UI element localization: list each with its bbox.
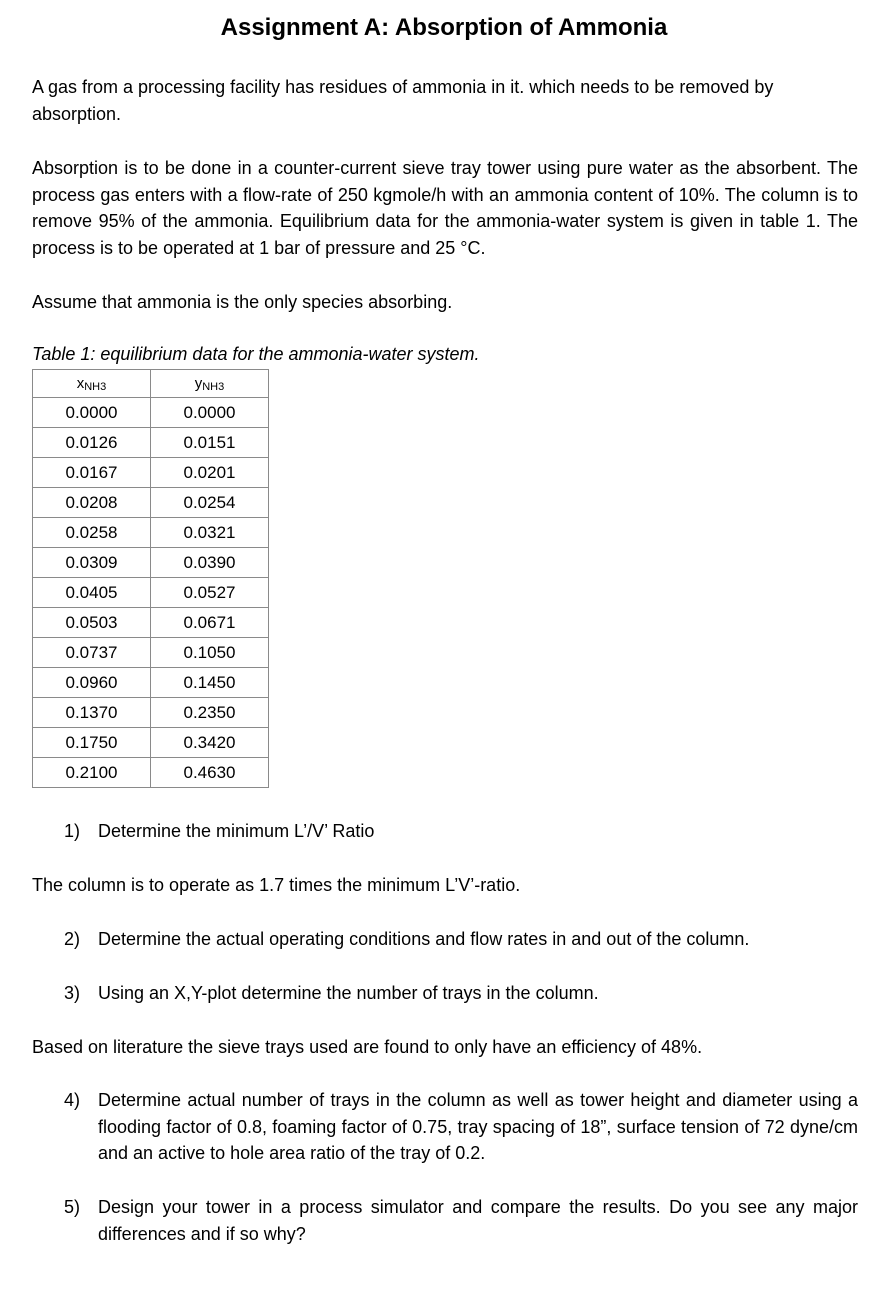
cell-x-nh3: 0.1370: [33, 698, 151, 728]
question-1: [64, 818, 858, 845]
cell-y-nh3: 0.0321: [151, 518, 269, 548]
cell-y-nh3: 0.1050: [151, 638, 269, 668]
cell-x-nh3: 0.0503: [33, 608, 151, 638]
cell-y-nh3: 0.0000: [151, 398, 269, 428]
table-row: [33, 518, 269, 548]
question-4-text: Determine actual number of trays in the column as well as tower height and diameter using a flooding factor of 0.8, foaming factor of 0.75, tray spacing of 18”, surface tension of 72 dyne/cm and an active to hole area ratio of the tray of 0.2.: [98, 1090, 858, 1163]
operate-paragraph: The column is to operate as 1.7 times the minimum L’V’-ratio.: [32, 875, 521, 895]
table-header-row: [33, 370, 269, 398]
cell-x-nh3: 0.0960: [33, 668, 151, 698]
question-2-text: Determine the actual operating conditions and flow rates in and out of the column.: [98, 929, 750, 949]
table-row: [33, 578, 269, 608]
table-row: [33, 428, 269, 458]
column-header-y: [151, 370, 269, 398]
question-2: [64, 926, 858, 953]
cell-y-nh3: 0.0201: [151, 458, 269, 488]
column-header-x-subscript: NH3: [84, 380, 107, 393]
page-title: Assignment A: Absorption of Ammonia: [220, 14, 668, 41]
table-row: [33, 758, 269, 788]
cell-x-nh3: 0.0208: [33, 488, 151, 518]
question-3: [64, 980, 858, 1007]
question-1-text: Determine the minimum L’/V’ Ratio: [98, 821, 375, 841]
question-5-number: 5): [64, 1197, 81, 1217]
cell-x-nh3: 0.0167: [33, 458, 151, 488]
table-row: [33, 488, 269, 518]
assumption-paragraph: Assume that ammonia is the only species absorbing.: [32, 292, 453, 312]
equilibrium-table: [32, 369, 269, 788]
cell-y-nh3: 0.4630: [151, 758, 269, 788]
equilibrium-table-body: [33, 398, 269, 788]
question-5-text: Design your tower in a process simulator and compare the results. Do you see any major differences and if so why?: [98, 1197, 858, 1244]
column-header-x: [33, 370, 151, 398]
question-3-number: 3): [64, 983, 81, 1003]
efficiency-paragraph: Based on literature the sieve trays used are found to only have an efficiency of 48%.: [32, 1037, 703, 1057]
column-header-x-symbol: x: [76, 374, 85, 392]
cell-y-nh3: 0.0254: [151, 488, 269, 518]
intro-paragraph: A gas from a processing facility has residues of ammonia in it. which needs to be removed by absorption.: [32, 77, 774, 124]
table-row: [33, 548, 269, 578]
cell-x-nh3: 0.0000: [33, 398, 151, 428]
cell-y-nh3: 0.2350: [151, 698, 269, 728]
table-row: [33, 728, 269, 758]
table-row: [33, 458, 269, 488]
cell-x-nh3: 0.0405: [33, 578, 151, 608]
cell-y-nh3: 0.3420: [151, 728, 269, 758]
column-header-y-subscript: NH3: [202, 380, 225, 393]
question-3-text: Using an X,Y-plot determine the number of trays in the column.: [98, 983, 599, 1003]
cell-y-nh3: 0.0527: [151, 578, 269, 608]
question-2-number: 2): [64, 929, 81, 949]
column-header-y-symbol: y: [194, 374, 203, 392]
cell-x-nh3: 0.2100: [33, 758, 151, 788]
cell-x-nh3: 0.0126: [33, 428, 151, 458]
question-4: [64, 1087, 858, 1167]
question-5: [64, 1194, 858, 1247]
cell-x-nh3: 0.1750: [33, 728, 151, 758]
table-row: [33, 698, 269, 728]
cell-x-nh3: 0.0737: [33, 638, 151, 668]
question-1-number: 1): [64, 821, 81, 841]
process-paragraph: Absorption is to be done in a counter-current sieve tray tower using pure water as the absorbent. The process gas enters with a flow-rate of 250 kgmole/h with an ammonia content of 10%. The column is to remove 95% of the ammonia. Equilibrium data for the ammonia-water system is given in table 1. The process is to be operated at 1 bar of pressure and 25 °C.: [32, 158, 858, 258]
cell-y-nh3: 0.0151: [151, 428, 269, 458]
table-row: [33, 608, 269, 638]
table-row: [33, 638, 269, 668]
cell-x-nh3: 0.0309: [33, 548, 151, 578]
table-row: [33, 668, 269, 698]
table-row: [33, 398, 269, 428]
cell-y-nh3: 0.0390: [151, 548, 269, 578]
cell-y-nh3: 0.1450: [151, 668, 269, 698]
cell-y-nh3: 0.0671: [151, 608, 269, 638]
question-4-number: 4): [64, 1090, 81, 1110]
cell-x-nh3: 0.0258: [33, 518, 151, 548]
table-caption: Table 1: equilibrium data for the ammonia-water system.: [32, 344, 480, 364]
